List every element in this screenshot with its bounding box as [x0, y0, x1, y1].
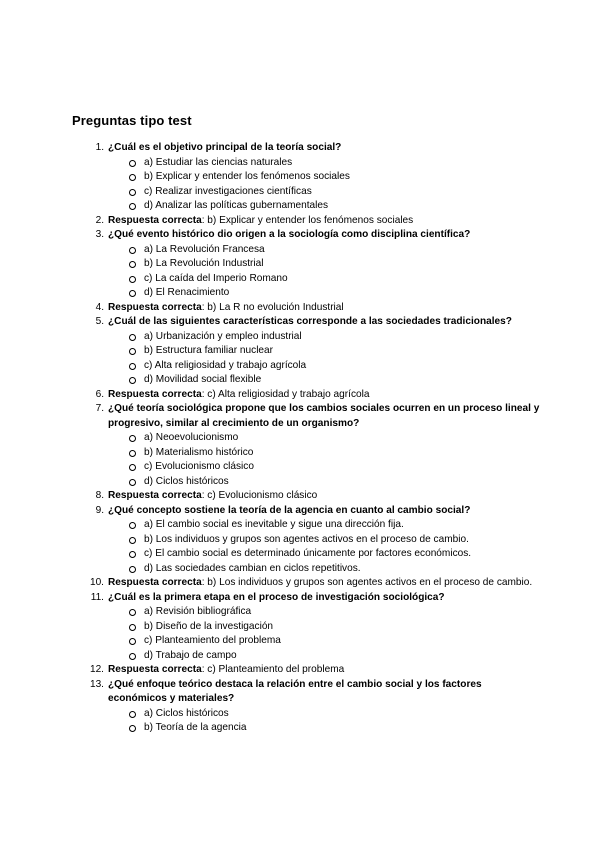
answer-option: [72, 518, 542, 533]
answer-item: [72, 489, 542, 504]
option-text: d) El Renacimiento: [144, 287, 230, 298]
item-number: 8.: [95, 490, 104, 501]
hollow-circle-bullet-icon: [129, 334, 136, 341]
item-number: 11.: [90, 591, 104, 603]
option-text: d) Analizar las políticas gubernamentales: [144, 200, 329, 211]
hollow-circle-bullet-icon: [129, 348, 136, 355]
hollow-circle-bullet-icon: [129, 566, 136, 573]
hollow-circle-bullet-icon: [129, 435, 136, 442]
question-item: [72, 141, 542, 156]
answer-text: : b) Explicar y entender los fenómenos sociales: [201, 214, 414, 226]
option-text: c) El cambio social es determinado únicamente por factores económicos.: [144, 548, 472, 559]
answer-option: [72, 620, 542, 635]
option-text: a) Neoevolucionismo: [144, 432, 239, 443]
question-text: ¿Qué enfoque teórico destaca la relación entre el cambio social y los factores económicos y materiales?: [108, 678, 482, 704]
question-item: [72, 591, 542, 606]
item-number: 13.: [89, 678, 104, 690]
hollow-circle-bullet-icon: [129, 711, 136, 718]
question-text: ¿Qué evento histórico dio origen a la sociología como disciplina científica?: [108, 229, 471, 240]
answer-option: [72, 243, 542, 258]
answer-option: [72, 257, 542, 272]
option-text: d) Trabajo de campo: [144, 649, 237, 661]
option-text: a) Estudiar las ciencias naturales: [144, 156, 293, 168]
answer-item: [72, 576, 542, 591]
hollow-circle-bullet-icon: [129, 522, 136, 529]
answer-item: [72, 663, 542, 678]
option-text: b) Explicar y entender los fenómenos sociales: [144, 171, 350, 182]
question-list: [72, 141, 542, 736]
answer-text: : c) Evolucionismo clásico: [201, 490, 318, 501]
item-number: 1.: [95, 142, 104, 153]
item-number: 2.: [95, 214, 104, 226]
hollow-circle-bullet-icon: [129, 247, 136, 254]
answer-option: [72, 156, 542, 171]
hollow-circle-bullet-icon: [129, 725, 136, 732]
answer-option: [72, 446, 542, 461]
item-number: 10.: [89, 577, 104, 588]
answer-item: [72, 301, 542, 316]
option-text: a) Revisión bibliográfica: [144, 606, 252, 617]
question-text: ¿Qué concepto sostiene la teoría de la agencia en cuanto al cambio social?: [108, 504, 471, 516]
question-text: ¿Cuál de las siguientes características corresponde a las sociedades tradicionales?: [108, 316, 512, 327]
answer-option: [72, 373, 542, 388]
question-item: [72, 678, 542, 707]
answer-option: [72, 634, 542, 649]
item-number: 6.: [95, 388, 104, 400]
answer-option: [72, 199, 542, 214]
item-number: 7.: [95, 403, 104, 414]
option-text: b) Los individuos y grupos son agentes activos en el proceso de cambio.: [144, 533, 469, 545]
answer-option: [72, 286, 542, 301]
option-text: b) Materialismo histórico: [144, 446, 254, 458]
option-text: c) Realizar investigaciones científicas: [144, 185, 312, 197]
hollow-circle-bullet-icon: [129, 624, 136, 631]
question-item: [72, 402, 542, 431]
answer-item: [72, 214, 542, 229]
answer-option: [72, 721, 542, 736]
hollow-circle-bullet-icon: [129, 261, 136, 268]
answer-option: [72, 547, 542, 562]
option-text: d) Movilidad social flexible: [144, 374, 262, 385]
option-text: d) Ciclos históricos: [144, 475, 229, 487]
option-text: b) Teoría de la agencia: [144, 722, 247, 733]
answer-item: [72, 388, 542, 403]
answer-option: [72, 533, 542, 548]
question-text: ¿Cuál es el objetivo principal de la teoría social?: [108, 142, 342, 153]
answer-text: : c) Alta religiosidad y trabajo agrícola: [201, 388, 370, 400]
answer-label: Respuesta correcta: [108, 214, 202, 226]
answer-label: Respuesta correcta: [108, 490, 202, 501]
item-number: 5.: [95, 316, 104, 327]
hollow-circle-bullet-icon: [129, 479, 136, 486]
answer-label: Respuesta correcta: [108, 577, 202, 588]
answer-option: [72, 185, 542, 200]
answer-option: [72, 707, 542, 722]
option-text: c) Alta religiosidad y trabajo agrícola: [144, 359, 307, 371]
answer-option: [72, 475, 542, 490]
option-text: a) La Revolución Francesa: [144, 243, 265, 255]
answer-option: [72, 431, 542, 446]
hollow-circle-bullet-icon: [129, 160, 136, 167]
hollow-circle-bullet-icon: [129, 377, 136, 384]
answer-option: [72, 460, 542, 475]
question-text: ¿Cuál es la primera etapa en el proceso de investigación sociológica?: [108, 591, 445, 603]
question-item: [72, 315, 542, 330]
option-text: b) La Revolución Industrial: [144, 258, 264, 269]
hollow-circle-bullet-icon: [129, 464, 136, 471]
hollow-circle-bullet-icon: [129, 551, 136, 558]
option-text: c) Evolucionismo clásico: [144, 461, 254, 472]
answer-option: [72, 330, 542, 345]
hollow-circle-bullet-icon: [129, 189, 136, 196]
hollow-circle-bullet-icon: [129, 203, 136, 210]
item-number: 9.: [95, 504, 104, 516]
answer-option: [72, 605, 542, 620]
hollow-circle-bullet-icon: [129, 450, 136, 457]
page-title: Preguntas tipo test: [72, 113, 192, 128]
answer-text: : c) Planteamiento del problema: [201, 664, 345, 675]
answer-label: Respuesta correcta: [108, 664, 202, 675]
item-number: 3.: [95, 229, 104, 240]
option-text: a) Ciclos históricos: [144, 707, 229, 719]
hollow-circle-bullet-icon: [129, 609, 136, 616]
option-text: b) Diseño de la investigación: [144, 620, 274, 632]
question-item: [72, 228, 542, 243]
answer-option: [72, 272, 542, 287]
hollow-circle-bullet-icon: [129, 537, 136, 544]
option-text: c) La caída del Imperio Romano: [144, 272, 288, 284]
option-text: a) El cambio social es inevitable y sigue una dirección fija.: [144, 519, 404, 530]
answer-option: [72, 170, 542, 185]
answer-option: [72, 562, 542, 577]
answer-option: [72, 344, 542, 359]
hollow-circle-bullet-icon: [129, 174, 136, 181]
item-number: 4.: [95, 301, 104, 313]
answer-text: : b) La R no evolución Industrial: [201, 301, 344, 313]
hollow-circle-bullet-icon: [129, 290, 136, 297]
answer-label: Respuesta correcta: [108, 388, 202, 400]
question-text: ¿Qué teoría sociológica propone que los cambios sociales ocurren en un proceso lineal y progresivo, similar al crecimiento de un organismo?: [108, 403, 540, 429]
answer-option: [72, 649, 542, 664]
option-text: a) Urbanización y empleo industrial: [144, 330, 302, 342]
hollow-circle-bullet-icon: [129, 276, 136, 283]
hollow-circle-bullet-icon: [129, 653, 136, 660]
option-text: d) Las sociedades cambian en ciclos repetitivos.: [144, 562, 361, 574]
question-item: [72, 504, 542, 519]
answer-option: [72, 359, 542, 374]
answer-text: : b) Los individuos y grupos son agentes activos en el proceso de cambio.: [201, 577, 533, 588]
answer-label: Respuesta correcta: [108, 301, 202, 313]
hollow-circle-bullet-icon: [129, 363, 136, 370]
hollow-circle-bullet-icon: [129, 638, 136, 645]
option-text: c) Planteamiento del problema: [144, 635, 281, 646]
item-number: 12.: [89, 664, 104, 675]
option-text: b) Estructura familiar nuclear: [144, 345, 274, 356]
